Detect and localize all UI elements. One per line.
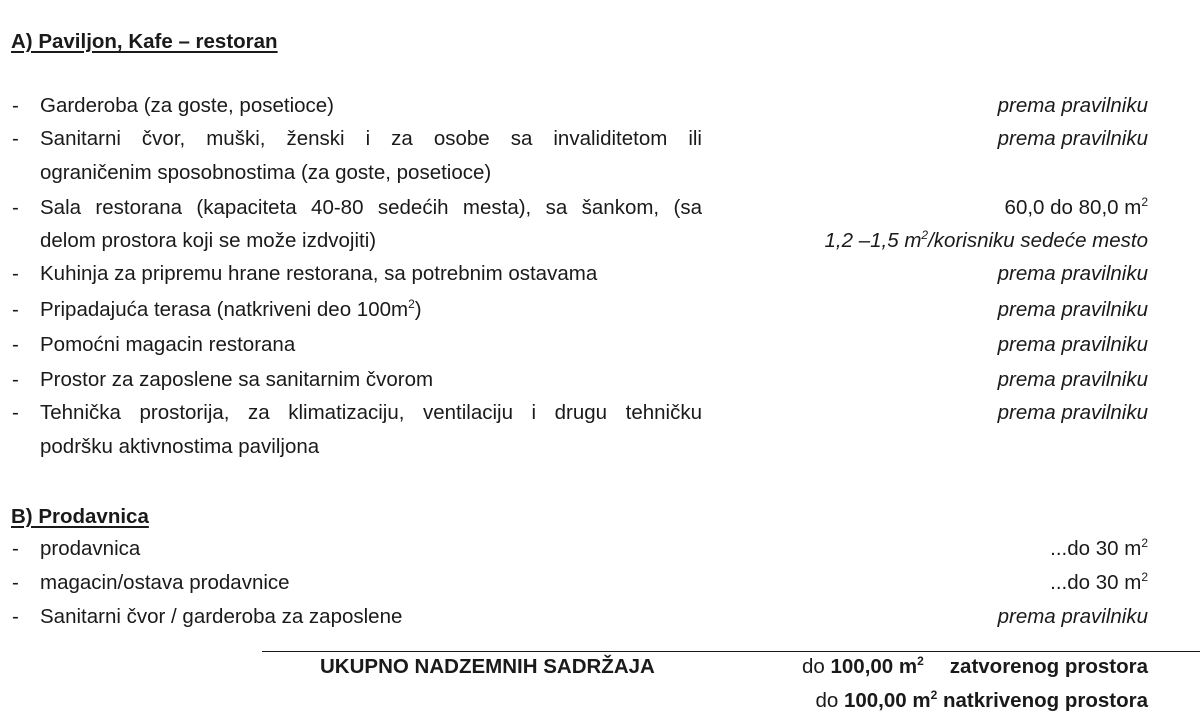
list-item bbox=[0, 94, 1200, 125]
list-dash: - bbox=[12, 605, 19, 628]
item-description-continued: ograničenim sposobnostima (za goste, posetioce) bbox=[40, 161, 492, 184]
item-value: prema pravilniku bbox=[997, 127, 1148, 150]
item-value: prema pravilniku bbox=[997, 605, 1148, 628]
list-item-continuation bbox=[0, 435, 1200, 466]
total-prefix: do bbox=[801, 655, 831, 678]
total-enclosed-area bbox=[802, 655, 1148, 679]
list-dash: - bbox=[12, 537, 19, 560]
list-item bbox=[0, 196, 1200, 227]
item-value-per-seat bbox=[825, 229, 1148, 253]
list-item bbox=[0, 127, 1200, 158]
area-limit: ...do 30 m bbox=[1050, 537, 1142, 560]
total-amount: 100,00 m bbox=[830, 655, 918, 678]
per-seat-range: 1,2 –1,5 m bbox=[824, 229, 922, 252]
item-description: Sala restorana (kapaciteta 40-80 sedećih mesta), sa šankom, (sa bbox=[40, 196, 702, 219]
item-description-continued: delom prostora koji se može izdvojiti) bbox=[40, 229, 377, 252]
item-description bbox=[40, 298, 422, 322]
item-value: prema pravilniku bbox=[997, 94, 1148, 117]
list-dash: - bbox=[12, 262, 19, 285]
list-dash: - bbox=[12, 571, 19, 594]
item-value: prema pravilniku bbox=[997, 401, 1148, 424]
list-item-continuation bbox=[0, 161, 1200, 192]
area-range: 60,0 do 80,0 m bbox=[1004, 196, 1142, 219]
item-description: Sanitarni čvor, muški, ženski i za osobe sa invaliditetom ili bbox=[40, 127, 702, 150]
list-item bbox=[0, 605, 1200, 636]
item-description-continued: podršku aktivnostima paviljona bbox=[40, 435, 320, 458]
list-dash: - bbox=[12, 298, 19, 321]
item-description: Garderoba (za goste, posetioce) bbox=[40, 94, 334, 117]
list-item bbox=[0, 401, 1200, 432]
section-a-heading: A) Paviljon, Kafe – restoran bbox=[11, 30, 278, 53]
item-description: prodavnica bbox=[40, 537, 141, 560]
total-label: UKUPNO NADZEMNIH SADRŽAJA bbox=[320, 655, 655, 678]
list-dash: - bbox=[12, 94, 19, 117]
item-description: Sanitarni čvor / garderoba za zaposlene bbox=[40, 605, 403, 628]
list-dash: - bbox=[12, 333, 19, 356]
area-limit: ...do 30 m bbox=[1050, 571, 1142, 594]
superscript: 2 bbox=[917, 654, 924, 668]
list-dash: - bbox=[12, 368, 19, 391]
item-value: prema pravilniku bbox=[997, 368, 1148, 391]
item-description: Tehnička prostorija, za klimatizaciju, ventilaciju i drugu tehničku bbox=[40, 401, 702, 424]
item-value: prema pravilniku bbox=[997, 333, 1148, 356]
total-covered-area bbox=[815, 689, 1148, 713]
list-dash: - bbox=[12, 127, 19, 150]
item-value-area bbox=[1050, 571, 1148, 595]
list-item bbox=[0, 537, 1200, 568]
superscript: 2 bbox=[1141, 570, 1148, 584]
closing-paren: ) bbox=[414, 298, 422, 321]
list-dash: - bbox=[12, 196, 19, 219]
terrace-text: Pripadajuća terasa (natkriveni deo 100m bbox=[40, 298, 409, 321]
item-value: prema pravilniku bbox=[997, 298, 1148, 321]
superscript: 2 bbox=[1141, 195, 1148, 209]
per-seat-unit: /korisniku sedeće mesto bbox=[928, 229, 1148, 252]
superscript: 2 bbox=[1141, 536, 1148, 550]
item-description: Prostor za zaposlene sa sanitarnim čvorom bbox=[40, 368, 434, 391]
total-divider bbox=[262, 651, 1200, 652]
item-description: magacin/ostava prodavnice bbox=[40, 571, 290, 594]
list-item bbox=[0, 262, 1200, 293]
superscript: 2 bbox=[921, 228, 929, 242]
list-item bbox=[0, 571, 1200, 602]
total-amount: 100,00 m bbox=[843, 689, 931, 712]
total-description: natkrivenog prostora bbox=[937, 689, 1148, 712]
item-value: prema pravilniku bbox=[997, 262, 1148, 285]
list-dash: - bbox=[12, 401, 19, 424]
list-item-continuation bbox=[0, 229, 1200, 260]
item-description: Pomoćni magacin restorana bbox=[40, 333, 296, 356]
list-item bbox=[0, 298, 1200, 329]
item-value-area bbox=[1005, 196, 1148, 220]
list-item bbox=[0, 368, 1200, 399]
total-description: zatvorenog prostora bbox=[949, 655, 1148, 678]
item-value-area bbox=[1050, 537, 1148, 561]
total-prefix: do bbox=[815, 689, 844, 712]
list-item bbox=[0, 333, 1200, 364]
item-description: Kuhinja za pripremu hrane restorana, sa potrebnim ostavama bbox=[40, 262, 598, 285]
superscript: 2 bbox=[408, 297, 415, 311]
section-b-heading: B) Prodavnica bbox=[11, 505, 149, 528]
superscript: 2 bbox=[930, 688, 938, 702]
